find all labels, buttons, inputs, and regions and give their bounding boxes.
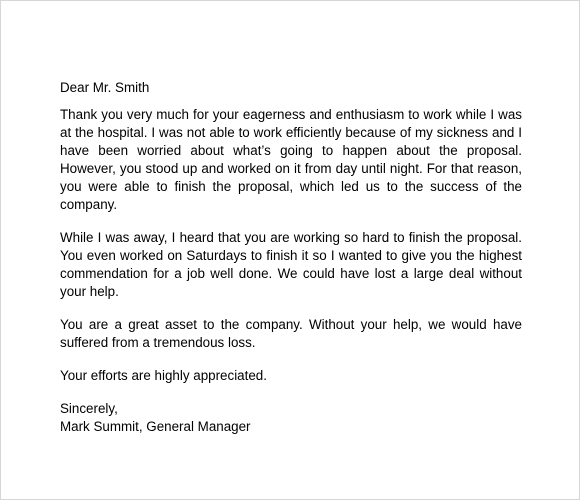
closing-block <box>60 400 522 436</box>
signature-name: Mark Summit, General Manager <box>60 419 251 434</box>
letter-body <box>60 79 522 436</box>
closing-phrase: Sincerely, <box>60 401 118 416</box>
paragraph-asset: You are a great asset to the company. Without your help, we would have suffered from a tremendous loss. <box>60 317 522 350</box>
paragraph-gratitude: Thank you very much for your eagerness and enthusiasm to work while I was at the hospital. I was not able to work efficiently because of my sickness and I have been worried about what’s going to happen about the proposal. However, you stood up and worked on it from day until night. For that reason, you were able to finish the proposal, which led us to the success of the company. <box>60 107 522 212</box>
paragraph-appreciation: Your efforts are highly appreciated. <box>60 368 267 383</box>
salutation: Dear Mr. Smith <box>60 80 150 95</box>
paragraph-commendation: While I was away, I heard that you are working so hard to finish the proposal. You even worked on Saturdays to finish it so I wanted to give you the highest commendation for a job well done. We could have lost a large deal without your help. <box>60 230 522 299</box>
